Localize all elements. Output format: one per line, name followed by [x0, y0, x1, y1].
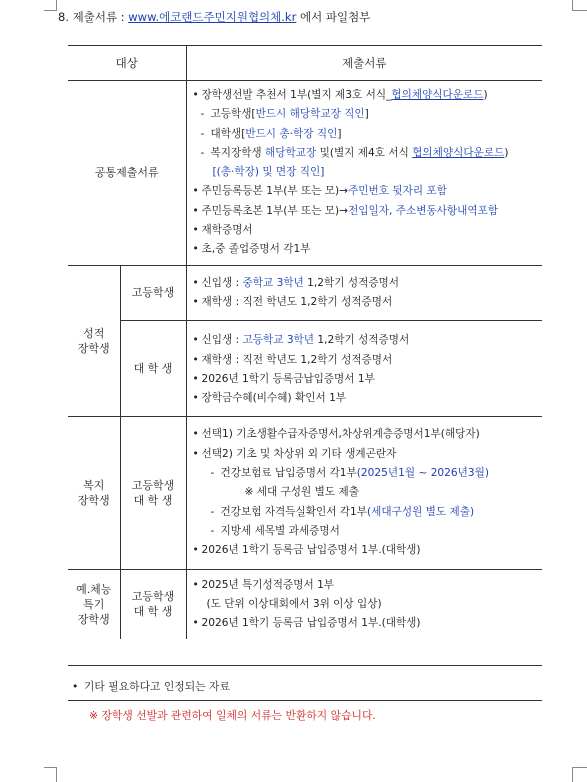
list-item: • 장학생선발 추천서 1부(별지 제3호 서식_협의체양식다운로드): [193, 86, 543, 105]
sub-high-college: 고등학생 대 학 생: [120, 569, 186, 639]
list-item: • 신입생 : 중학교 3학년 1,2학기 성적증명서: [193, 274, 543, 293]
category-welfare: 복지 장학생: [68, 417, 120, 569]
list-item: • 신입생 : 고등학교 3학년 1,2학기 성적증명서: [193, 331, 543, 350]
section-heading: [58, 9, 370, 25]
divider: [68, 700, 542, 701]
list-item: • 2025년 특기성적증명서 1부: [193, 576, 543, 595]
other-documents: • 기타 필요하다고 인정되는 자료: [72, 679, 230, 694]
category-arts: 예.체능 특기 장학생: [76, 582, 112, 626]
header-target: 대상: [68, 46, 186, 81]
list-item: • 선택1) 기초생활수급자증명서,차상위계층증명서1부(해당자): [193, 425, 543, 444]
arts-documents: [186, 569, 542, 639]
header-documents: 제출서류: [186, 46, 542, 81]
website-link[interactable]: www.에코랜드주민지원협의체.kr: [128, 10, 297, 24]
list-item: - 건강보험료 납입증명서 각1부(2025년1월 ~ 2026년3월): [193, 464, 543, 483]
crop-mark-bottom-right: [572, 767, 587, 782]
crop-mark-top-right: [572, 0, 587, 11]
list-item: • 주민등록등본 1부(부 또는 모)→주민번호 뒷자리 포함: [193, 182, 543, 201]
common-documents: [186, 81, 542, 266]
list-item: • 2026년 1학기 등록금 납입증명서 1부.(대학생): [193, 614, 543, 633]
row-merit-college: [68, 321, 542, 417]
row-welfare: [68, 417, 542, 569]
return-notice: ※ 장학생 선발과 관련하여 일체의 서류는 반환하지 않습니다.: [89, 709, 376, 722]
list-item: • 재학생 : 직전 학년도 1,2학기 성적증명서: [193, 351, 543, 370]
list-item: - 복지장학생 해당학교장 및(별지 제4호 서식 협의체양식다운로드): [193, 144, 543, 163]
category-common: 공통제출서류: [68, 81, 186, 266]
form-download-link[interactable]: 협의체양식다운로드: [412, 146, 505, 159]
crop-mark-bottom-left: [44, 767, 57, 782]
category-merit: 성적 장학생: [68, 265, 120, 417]
list-item: - 고등학생[반드시 해당학교장 직인]: [193, 105, 543, 124]
list-item: • 재학생 : 직전 학년도 1,2학기 성적증명서: [193, 293, 543, 312]
list-item: • 재학증명서: [193, 221, 543, 240]
crop-mark-top-left: [44, 0, 57, 11]
list-item: • 장학금수혜(비수혜) 확인서 1부: [193, 389, 543, 408]
sub-college: 대 학 생: [120, 321, 186, 417]
sub-high-school: 고등학생: [120, 265, 186, 321]
list-item: - 건강보험 자격득실확인서 각1부(세대구성원 별도 제출): [193, 503, 543, 522]
list-item: • 2026년 1학기 등록금 납입증명서 1부.(대학생): [193, 541, 543, 560]
section-label: 제출서류 :: [72, 10, 125, 24]
divider: [68, 665, 542, 666]
form-download-link[interactable]: 협의체양식다운로드: [391, 89, 484, 101]
list-item: [(총·학장) 및 면장 직인]: [212, 166, 325, 179]
documents-table: [68, 45, 542, 639]
row-arts: [68, 569, 542, 639]
row-common: [68, 81, 542, 266]
list-item: - 대학생[반드시 총·학장 직인]: [193, 125, 543, 144]
list-item: ※ 세대 구성원 별도 제출: [244, 486, 359, 499]
merit-college-documents: [186, 321, 542, 417]
list-item: • 선택2) 기초 및 차상위 외 기타 생계곤란자: [193, 445, 543, 464]
list-item: • 주민등록초본 1부(부 또는 모)→전입일자, 주소변동사항내역포함: [193, 202, 543, 221]
list-item: (도 단위 이상대회에서 3위 이상 입상): [206, 597, 382, 610]
welfare-documents: [186, 417, 542, 569]
list-item: - 지방세 세목별 과세증명서: [193, 522, 543, 541]
list-item: • 2026년 1학기 등록금납입증명서 1부: [193, 370, 543, 389]
row-merit-high: [68, 265, 542, 321]
sub-high-college: 고등학생 대 학 생: [120, 417, 186, 569]
section-number: 8.: [58, 10, 69, 24]
merit-high-documents: [186, 265, 542, 321]
section-suffix: 에서 파일첨부: [299, 10, 371, 24]
list-item: • 초,중 졸업증명서 각1부: [193, 240, 543, 259]
